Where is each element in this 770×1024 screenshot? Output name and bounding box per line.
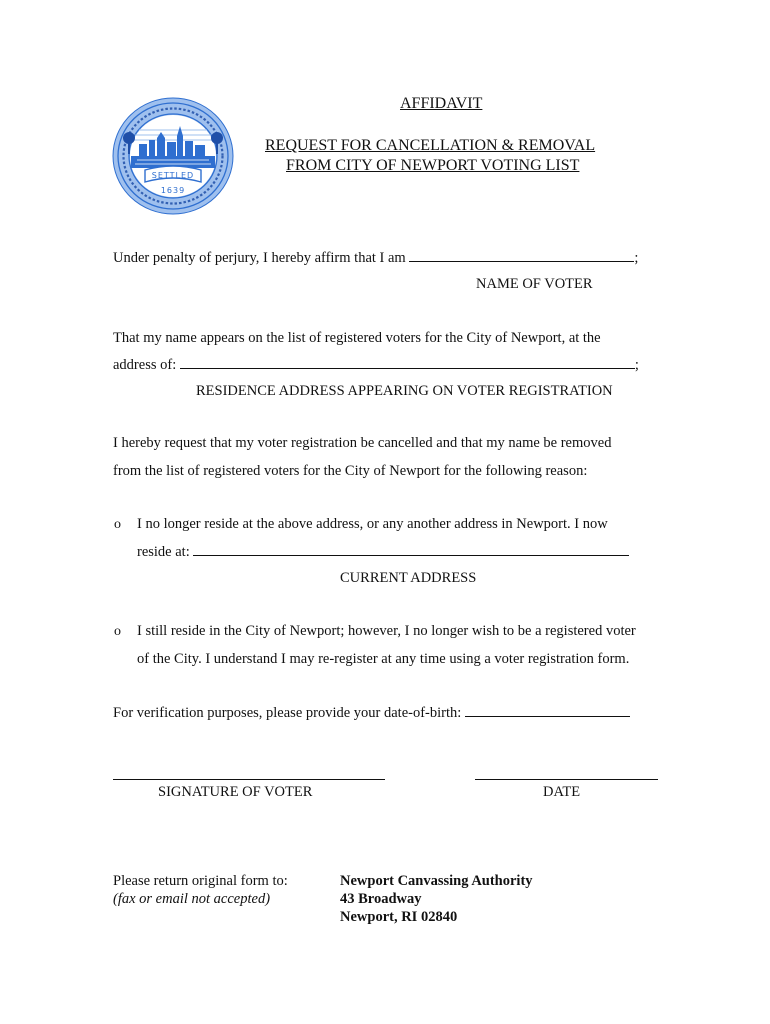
request-line1: I hereby request that my voter registration be cancelled and that my name be removed bbox=[113, 435, 612, 451]
affirm-terminator: ; bbox=[634, 250, 639, 266]
voter-name-field[interactable] bbox=[409, 249, 634, 262]
city-seal-logo bbox=[109, 94, 237, 218]
option-1-line1: I no longer reside at the above address, or any another address in Newport. I now bbox=[137, 516, 608, 532]
option-1-reside-label: reside at: bbox=[137, 544, 190, 560]
option-1-checkbox[interactable]: o bbox=[114, 517, 121, 532]
option-2-line2: of the City. I understand I may re-register at any time using a voter registration form. bbox=[137, 651, 630, 667]
document-subtitle-line2: FROM CITY OF NEWPORT VOTING LIST bbox=[286, 157, 580, 174]
signature-caption: SIGNATURE OF VOTER bbox=[158, 784, 313, 800]
date-of-birth-field[interactable] bbox=[465, 704, 630, 717]
option-2-line1: I still reside in the City of Newport; however, I no longer wish to be a registered voter bbox=[137, 623, 636, 639]
request-line2: from the list of registered voters for the City of Newport for the following reason: bbox=[113, 463, 588, 479]
document-title: AFFIDAVIT bbox=[400, 95, 483, 112]
date-of-birth-label: For verification purposes, please provide your date-of-birth: bbox=[113, 705, 462, 721]
address-terminator: ; bbox=[634, 357, 639, 373]
residence-address-caption: RESIDENCE ADDRESS APPEARING ON VOTER REGISTRATION bbox=[196, 383, 613, 399]
date-line[interactable] bbox=[475, 779, 658, 780]
document-subtitle-line1: REQUEST FOR CANCELLATION & REMOVAL bbox=[265, 137, 596, 154]
signature-line[interactable] bbox=[113, 779, 385, 780]
return-city: Newport, RI 02840 bbox=[340, 909, 458, 925]
affirm-text: Under penalty of perjury, I hereby affirm that I am bbox=[113, 250, 406, 266]
date-of-birth-row bbox=[113, 704, 630, 722]
seal-year-text: 1639 bbox=[160, 186, 186, 195]
affirm-statement bbox=[113, 249, 638, 267]
return-street: 43 Broadway bbox=[340, 891, 422, 907]
option-2-checkbox[interactable]: o bbox=[114, 624, 121, 639]
seal-settled-text: SETTLED bbox=[151, 171, 195, 180]
date-caption: DATE bbox=[543, 784, 581, 800]
residence-address-field[interactable] bbox=[180, 356, 635, 369]
return-organization: Newport Canvassing Authority bbox=[340, 873, 533, 889]
return-note: (fax or email not accepted) bbox=[113, 891, 271, 907]
current-address-caption: CURRENT ADDRESS bbox=[340, 570, 477, 586]
current-address-field[interactable] bbox=[193, 543, 629, 556]
address-prefix: address of: bbox=[113, 357, 177, 373]
address-statement-line2 bbox=[113, 356, 639, 374]
option-1-line2 bbox=[137, 543, 629, 561]
voter-name-caption: NAME OF VOTER bbox=[476, 276, 593, 292]
address-statement-line1: That my name appears on the list of registered voters for the City of Newport, at the bbox=[113, 330, 601, 346]
return-label: Please return original form to: bbox=[113, 873, 288, 889]
